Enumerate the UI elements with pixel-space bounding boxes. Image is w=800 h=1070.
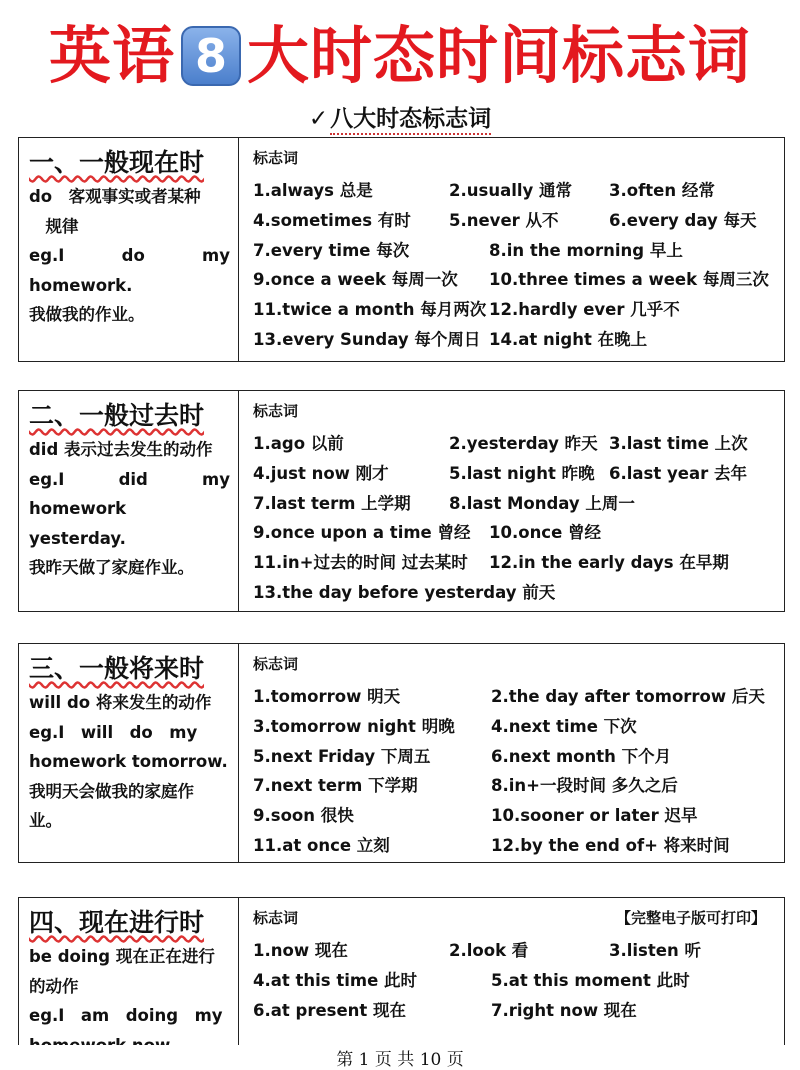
keyword-row <box>253 831 784 861</box>
keyword: 8.in+一段时间 多久之后 <box>491 776 678 796</box>
keyword-row <box>253 966 784 996</box>
keyword-row <box>253 771 784 801</box>
keywords-header <box>253 391 784 429</box>
keyword: 7.next term 下学期 <box>253 776 418 796</box>
keyword-row <box>253 996 784 1026</box>
desc-line: 的动作 <box>29 976 79 996</box>
section-title: 二、一般过去时 <box>29 401 205 430</box>
page-footer: 第 1 页 共 10 页 <box>0 1045 800 1070</box>
section-left-column <box>19 898 239 1069</box>
keyword-row <box>253 712 784 742</box>
keyword-row <box>253 206 784 236</box>
desc-line: 业。 <box>29 811 62 830</box>
keywords-header <box>253 644 784 682</box>
keyword: 6.last year 去年 <box>609 463 747 483</box>
keyword-row <box>253 742 784 772</box>
keyword: 6.next month 下个月 <box>491 746 672 766</box>
keyword: 9.soon 很快 <box>253 806 354 826</box>
keyword: 6.every day 每天 <box>609 210 757 230</box>
keyword: 8.last Monday 上周一 <box>449 493 635 513</box>
keyword: 10.sooner or later 迟早 <box>491 806 698 826</box>
keyword: 11.at once 立刻 <box>253 835 390 855</box>
keyword: 9.once upon a time 曾经 <box>253 523 471 543</box>
keyword: 6.at present 现在 <box>253 1000 407 1020</box>
section-left-column <box>19 391 239 611</box>
keyword: 2.usually 通常 <box>449 181 573 200</box>
keyword: 5.never 从不 <box>449 210 559 230</box>
section-simple-past <box>18 390 785 612</box>
keyword: 14.at night 在晚上 <box>489 329 648 349</box>
desc-line: 规律 <box>29 216 79 236</box>
desc-line: homework tomorrow. <box>29 752 228 771</box>
keyword-row <box>253 489 784 519</box>
keyword: 5.next Friday 下周五 <box>253 746 431 766</box>
keyword-row <box>253 265 784 295</box>
keyword: 1.now 现在 <box>253 941 348 960</box>
desc-line: yesterday. <box>29 528 126 548</box>
section-right-column <box>239 644 784 862</box>
keyword-row <box>253 518 784 548</box>
keywords-label: 标志词 <box>253 908 299 927</box>
keyword: 10.once 曾经 <box>489 523 602 543</box>
keyword: 7.every time 每次 <box>253 240 410 260</box>
section-simple-present <box>18 137 785 362</box>
keyword: 11.twice a month 每月两次 <box>253 300 487 320</box>
keyword-row <box>253 936 784 966</box>
keyword-row <box>253 236 784 266</box>
keyword: 12.by the end of+ 将来时间 <box>491 835 730 855</box>
section-title: 四、现在进行时 <box>29 908 205 937</box>
desc-line: eg.I did my homework <box>29 469 230 518</box>
keyword: 9.once a week 每周一次 <box>253 270 458 290</box>
subtitle-text: 八大时态标志词 <box>330 106 491 135</box>
keywords-label: 标志词 <box>253 148 299 167</box>
section-simple-future <box>18 643 785 863</box>
title-right: 大时态时间标志词 <box>247 19 752 92</box>
keyword: 4.just now 刚才 <box>253 463 389 483</box>
keyword: 5.at this moment 此时 <box>491 970 690 990</box>
keyword: 1.always 总是 <box>253 181 373 200</box>
keyword: 4.sometimes 有时 <box>253 210 411 230</box>
keyword-row <box>253 429 784 459</box>
keyword: 10.three times a week 每周三次 <box>489 270 769 290</box>
section-present-continuous <box>18 897 785 1069</box>
section-title: 三、一般将来时 <box>29 654 205 683</box>
desc-line: 我做我的作业。 <box>29 305 145 324</box>
section-title: 一、一般现在时 <box>29 148 205 177</box>
section-right-column <box>239 898 784 1069</box>
section-right-column <box>239 138 784 361</box>
desc-line: will do 将来发生的动作 <box>29 693 212 712</box>
desc-line: be doing 现在正在进行 <box>29 947 215 966</box>
keyword: 13.the day before yesterday 前天 <box>253 582 556 602</box>
desc-line: 我昨天做了家庭作业。 <box>29 558 194 577</box>
keyword-row <box>253 459 784 489</box>
keyword-row <box>253 325 784 355</box>
desc-line: do 客观事实或者某种 <box>29 187 201 206</box>
keyword: 4.at this time 此时 <box>253 970 418 990</box>
keyword: 8.in the morning 早上 <box>489 240 683 260</box>
keywords-header <box>253 898 784 936</box>
keyword: 2.the day after tomorrow 后天 <box>491 687 765 706</box>
keyword: 7.last term 上学期 <box>253 493 411 513</box>
keyword: 12.hardly ever 几乎不 <box>489 300 680 320</box>
number-badge: 8 <box>181 26 241 86</box>
title-left: 英语 <box>48 19 175 92</box>
desc-line: did 表示过去发生的动作 <box>29 440 213 459</box>
desc-line: eg.I do my homework. <box>29 246 230 295</box>
checkmark-icon: ✓ <box>308 106 329 132</box>
keyword: 12.in the early days 在早期 <box>489 553 729 573</box>
page-title <box>0 14 800 98</box>
keyword-row <box>253 801 784 831</box>
keyword: 3.often 经常 <box>609 181 715 200</box>
keyword-row <box>253 682 784 712</box>
print-note: 【完整电子版可打印】 <box>615 908 766 927</box>
desc-line: 我明天会做我的家庭作 <box>29 781 194 801</box>
keyword: 5.last night 昨晚 <box>449 463 595 483</box>
keyword: 11.in+过去的时间 过去某时 <box>253 553 468 573</box>
desc-line: eg.I will do my <box>29 722 198 742</box>
keyword: 3.last time 上次 <box>609 434 748 453</box>
keyword: 2.yesterday 昨天 <box>449 434 598 453</box>
keywords-header <box>253 138 784 176</box>
keyword: 7.right now 现在 <box>491 1000 637 1020</box>
desc-line: eg.I am doing my <box>29 1006 223 1025</box>
keyword: 4.next time 下次 <box>491 716 637 736</box>
keyword: 1.tomorrow 明天 <box>253 687 401 706</box>
keyword-row <box>253 578 784 608</box>
subtitle <box>0 100 800 133</box>
keyword: 3.tomorrow night 明晚 <box>253 716 455 736</box>
keyword-row <box>253 176 784 206</box>
keyword: 2.look 看 <box>449 941 529 960</box>
section-right-column <box>239 391 784 611</box>
keyword-row <box>253 295 784 325</box>
keyword: 13.every Sunday 每个周日 <box>253 329 481 349</box>
keywords-label: 标志词 <box>253 401 299 420</box>
keyword-row <box>253 548 784 578</box>
section-left-column <box>19 138 239 361</box>
section-left-column <box>19 644 239 862</box>
keyword: 1.ago 以前 <box>253 434 344 453</box>
keywords-label: 标志词 <box>253 654 299 673</box>
keyword: 3.listen 听 <box>609 941 701 960</box>
